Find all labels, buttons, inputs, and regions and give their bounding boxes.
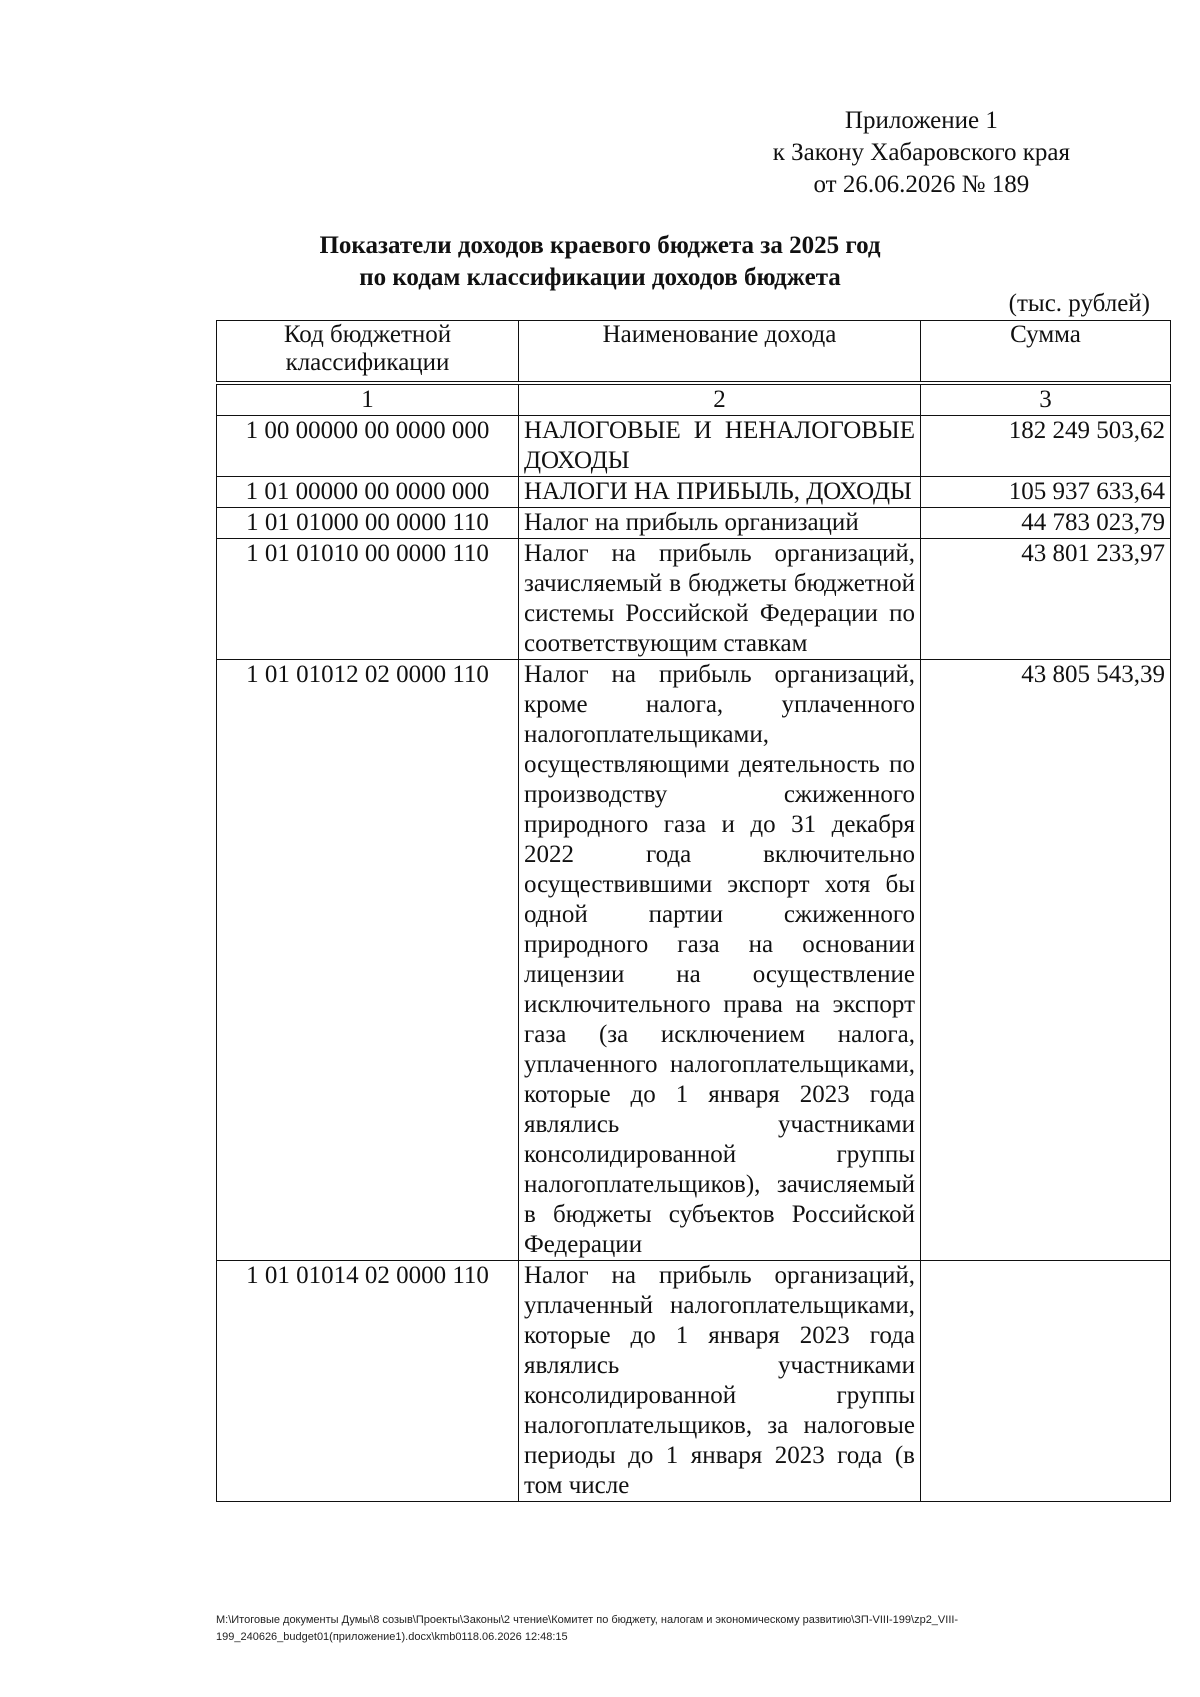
row-code: 1 00 00000 00 0000 000 [217, 416, 519, 477]
row-code: 1 01 01010 00 0000 110 [217, 539, 519, 660]
units-note: (тыс. рублей) [1008, 290, 1150, 317]
row-sum: 105 937 633,64 [921, 477, 1171, 508]
row-code: 1 01 01012 02 0000 110 [217, 660, 519, 1261]
document-title-line-1: Показатели доходов краевого бюджета за 2025 год [319, 232, 881, 259]
table-row [217, 477, 1171, 508]
row-name: НАЛОГОВЫЕ И НЕНАЛОГОВЫЕ ДОХОДЫ [519, 416, 921, 477]
appendix-date-number: от 26.06.2026 № 189 [813, 171, 1030, 198]
table-header-row [217, 321, 1171, 384]
column-number: 1 [217, 383, 519, 416]
header-code: Код бюджетной классификации [217, 321, 519, 384]
row-name: НАЛОГИ НА ПРИБЫЛЬ, ДОХОДЫ [519, 477, 921, 508]
file-path-footer: M:\Итоговые документы Думы\8 созыв\Проекты\Законы\2 чтение\Комитет по бюджету, налогам и экономическому развитию\ЗП-VIII-199\zp2_VIII-199_240626_budget01(приложение1).docx\kmb0118.06.2026 12:48:15 [216, 1614, 959, 1643]
row-code: 1 01 01014 02 0000 110 [217, 1261, 519, 1502]
header-sum: Сумма [921, 321, 1171, 384]
column-number: 3 [921, 383, 1171, 416]
column-numbers-row [217, 383, 1171, 416]
row-sum: 182 249 503,62 [921, 416, 1171, 477]
table-row [217, 508, 1171, 539]
table-row [217, 416, 1171, 477]
document-title-line-2: по кодам классификации доходов бюджета [359, 264, 841, 291]
appendix-number: Приложение 1 [844, 107, 998, 134]
row-name: Налог на прибыль организаций, кроме налога, уплаченного налогоплательщиками, осуществляющими деятельность по производству сжиженного природного газа и до 31 декабря 2022 года включительно осуществившими экспорт хотя бы одной партии сжиженного природного газа на основании лицензии на осуществление исключительного права на экспорт газа (за исключением налога, уплаченного налогоплательщиками, которые до 1 января 2023 года являлись участниками консолидированной группы налогоплательщиков), зачисляемый в бюджеты субъектов Российской Федерации [519, 660, 921, 1261]
row-sum [921, 1261, 1171, 1502]
column-number: 2 [519, 383, 921, 416]
row-name: Налог на прибыль организаций, зачисляемый в бюджеты бюджетной системы Российской Федерации по соответствующим ставкам [519, 539, 921, 660]
table-row [217, 539, 1171, 660]
document-title [0, 230, 1200, 294]
table-row [217, 660, 1171, 1261]
row-code: 1 01 01000 00 0000 110 [217, 508, 519, 539]
row-name: Налог на прибыль организаций, уплаченный налогоплательщиками, которые до 1 января 2023 года являлись участниками консолидированной группы налогоплательщиков, за налоговые периоды до 1 января 2023 года (в том числе [519, 1261, 921, 1502]
row-sum: 43 801 233,97 [921, 539, 1171, 660]
appendix-law-reference: к Закону Хабаровского края [772, 139, 1070, 166]
header-name: Наименование дохода [519, 321, 921, 384]
appendix-header [773, 105, 1070, 201]
income-table [216, 320, 1171, 1502]
row-sum: 44 783 023,79 [921, 508, 1171, 539]
row-sum: 43 805 543,39 [921, 660, 1171, 1261]
table-row [217, 1261, 1171, 1502]
row-name: Налог на прибыль организаций [519, 508, 921, 539]
row-code: 1 01 00000 00 0000 000 [217, 477, 519, 508]
